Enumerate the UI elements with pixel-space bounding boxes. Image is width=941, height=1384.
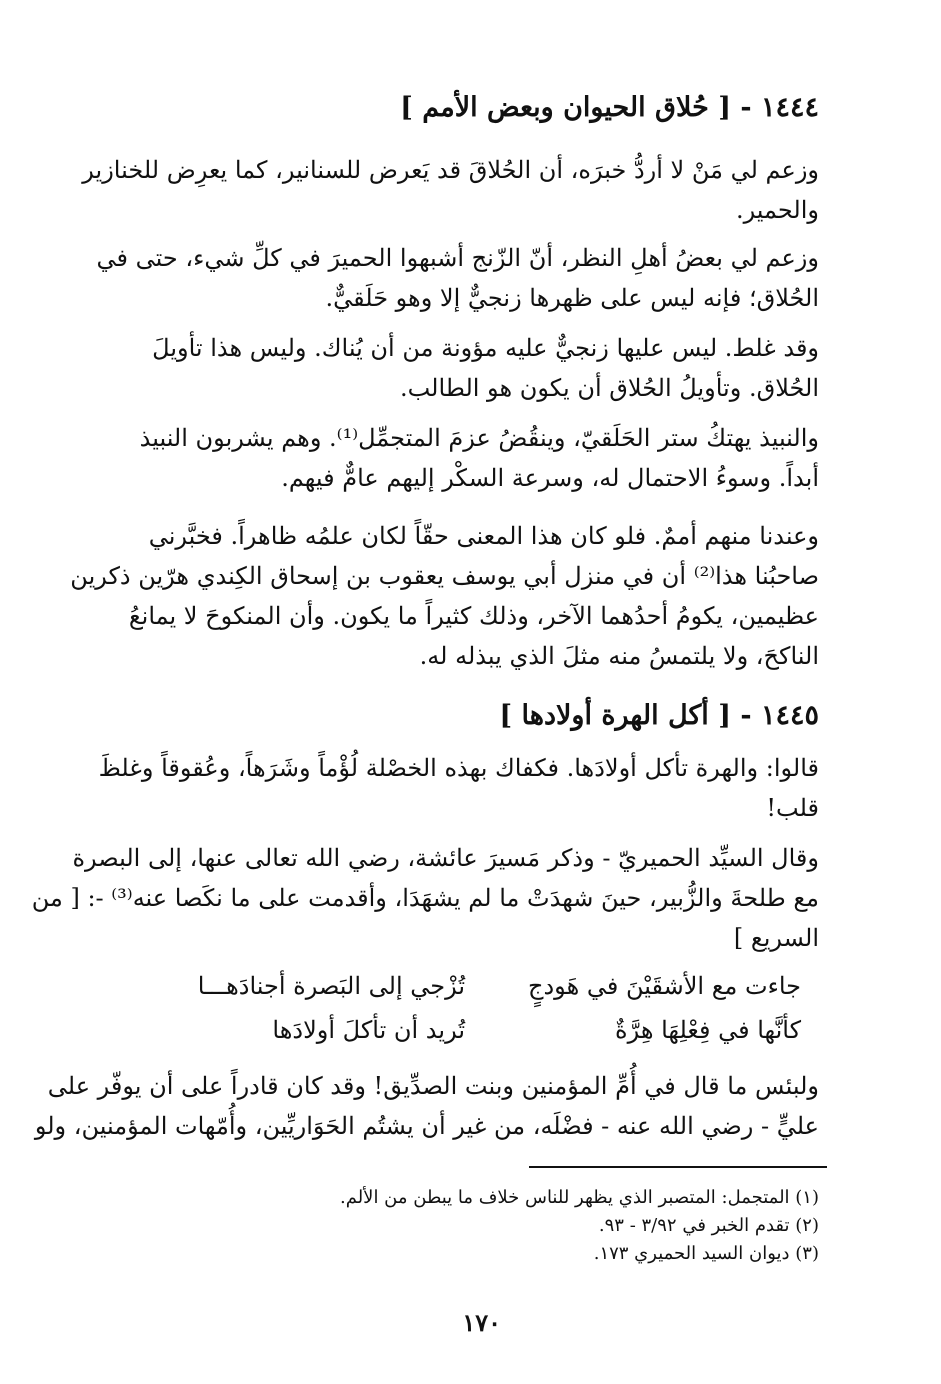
text-line: وقد غلط. ليس عليها زنجيٌّ عليه مؤونة من أن يُناك. وليس هذا تأويلَ bbox=[152, 334, 819, 362]
paragraph-3 bbox=[49, 328, 819, 408]
text-line: السريع ] bbox=[733, 924, 819, 952]
text-line: وعندنا منهم أممٌ. فلو كان هذا المعنى حقّاً لكان علمُه ظاهراً. فخبَّرني bbox=[148, 522, 819, 550]
text-line: والنبيذ يهتكُ ستر الحَلَقيّ، وينقُضُ عزمَ المتجمِّل⁽¹⁾. وهم يشربون النبيذ bbox=[139, 424, 819, 452]
paragraph-5 bbox=[49, 516, 819, 676]
paragraph-6 bbox=[49, 748, 819, 828]
text-line: قالوا: والهرة تأكل أولادَها. فكفاك بهذه الخصْلة لُؤْماً وشَرَهاً، وعُقوقاً وغلظَ bbox=[98, 754, 819, 782]
verse-1-second-hemistich: تُزْجي إلى البَصرة أجنادَهـــا bbox=[197, 972, 465, 1000]
paragraph-7 bbox=[31, 838, 819, 958]
verse-2-first-hemistich: كأنَّها في فِعْلِهَا هِرَّةٌ bbox=[615, 1016, 801, 1044]
text-line: عظيمين، يكومُ أحدُهما الآخر، وذلك كثيراً ما يكون. وأن المنكوحَ لا يمانعُ bbox=[128, 602, 819, 630]
verse-1-first-hemistich: جاءت مع الأشقَيْنَ في هَودجٍ bbox=[528, 972, 801, 1000]
text-line: الناكحَ، ولا يلتمسُ منه مثلَ الذي يبذله له. bbox=[419, 642, 819, 670]
footnote-3: (٣) ديوان السيد الحميري ١٧٣. bbox=[593, 1243, 819, 1264]
paragraph-1 bbox=[49, 150, 819, 230]
page-number: ١٧٠ bbox=[462, 1308, 501, 1337]
footnote-separator bbox=[529, 1166, 827, 1168]
paragraph-4 bbox=[49, 418, 819, 498]
footnotes bbox=[49, 1184, 819, 1268]
text-line: مع طلحةَ والزُّبير، حينَ شهدَتْ ما لم يشهَدَا، وأقدمت على ما نكَصا عنه⁽³⁾ -: [ من bbox=[31, 884, 819, 912]
text-line: ولبئس ما قال في أُمِّ المؤمنين وبنت الصدِّيق! وقد كان قادراً على أن يوفّر على bbox=[47, 1072, 819, 1100]
footnote-1: (١) المتجمل: المتصبر الذي يظهر للناس خلاف ما يبطن من الألم. bbox=[340, 1187, 819, 1208]
paragraph-8 bbox=[34, 1066, 819, 1146]
text-line: أبداً. وسوءُ الاحتمال له، وسرعة السكْر إليهم عامٌّ فيهم. bbox=[281, 464, 819, 492]
section-heading-1445: ١٤٤٥ - [ أكل الهرة أولادها ] bbox=[499, 700, 819, 731]
text-line: الحُلاق؛ فإنه ليس على ظهرها زنجيٌّ إلا وهو حَلَقيٌّ. bbox=[325, 284, 819, 312]
paragraph-2 bbox=[49, 238, 819, 318]
text-line: والحمير. bbox=[735, 196, 819, 224]
text-line: وزعم لي مَنْ لا أردُّ خبرَه، أن الحُلاقَ قد يَعرض للسنانير، كما يعرِض للخنازير bbox=[82, 156, 819, 184]
text-line: قلب! bbox=[766, 794, 819, 822]
section-heading-1444: ١٤٤٤ - [ حُلاق الحيوان وبعض الأمم ] bbox=[400, 92, 819, 123]
text-line: الحُلاق. وتأويلُ الحُلاق أن يكون هو الطالب. bbox=[399, 374, 819, 402]
verse-2-second-hemistich: تُريد أن تأكلَ أولادَها bbox=[272, 1016, 465, 1044]
text-line: وزعم لي بعضُ أهلِ النظر، أنّ الزّنج أشبهوا الحميرَ في كلِّ شيء، حتى في bbox=[96, 244, 819, 272]
text-line: عليٍّ - رضي الله عنه - فضْلَه، من غير أن يشتُم الحَوَاريِّين، وأُمّهات المؤمنين، ولو bbox=[34, 1112, 819, 1140]
text-line: صاحبُنا هذا⁽²⁾ أن في منزل أبي يوسف يعقوب بن إسحاق الكِندي هرّين ذكرين bbox=[70, 562, 819, 590]
footnote-2: (٢) تقدم الخبر في ٣/٩٢ - ٩٣. bbox=[598, 1215, 819, 1236]
text-line: وقال السيِّد الحميريّ - وذكر مَسيرَ عائشة، رضي الله تعالى عنها، إلى البصرة bbox=[72, 844, 819, 872]
